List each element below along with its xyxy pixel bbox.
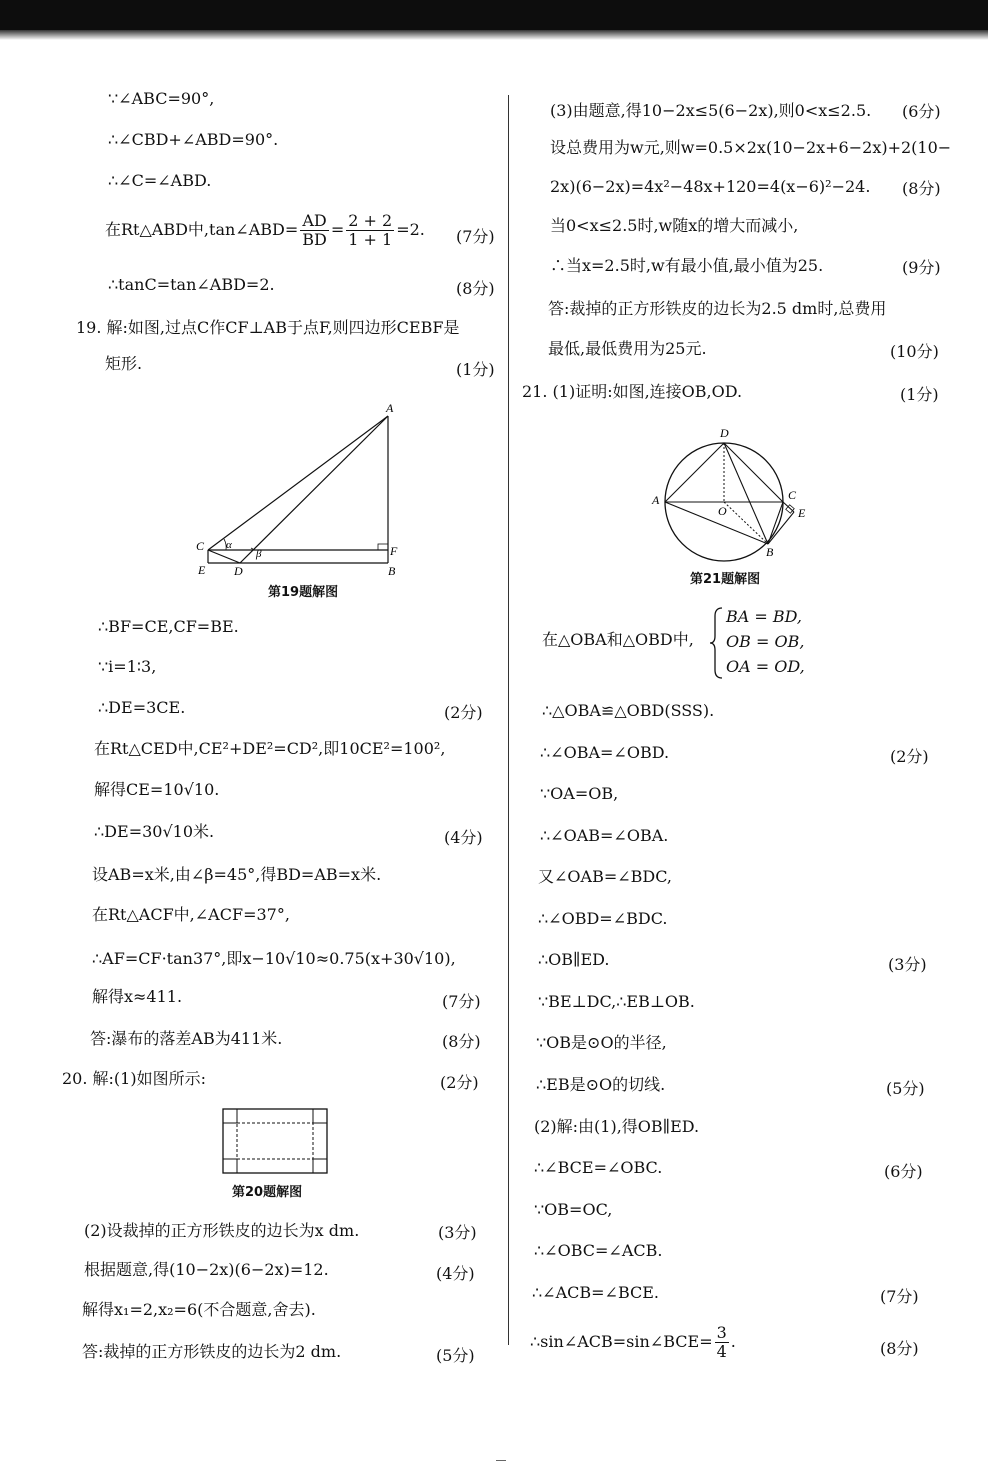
text: = <box>330 220 345 239</box>
right-line: 2x)(6−2x)=4x²−48x+120=4(x−6)²−24. <box>550 177 871 196</box>
left-line: ∴DE=30√10米. <box>94 822 215 841</box>
score-mark: (6分) <box>902 102 941 121</box>
right-line: 最低,最低费用为25元. <box>548 339 707 358</box>
right-line: 在△OBA和△OBD中, <box>542 630 694 649</box>
score-mark: (2分) <box>444 703 483 722</box>
brace-icon <box>708 606 724 680</box>
right-line-fraction <box>530 1324 736 1361</box>
score-mark: (3分) <box>438 1223 477 1242</box>
score-mark: (5分) <box>886 1079 925 1098</box>
left-line: 解得x₁=2,x₂=6(不合题意,舍去). <box>82 1300 316 1319</box>
label-B: B <box>766 545 774 559</box>
scan-top-shadow <box>0 30 988 40</box>
text: . <box>730 1332 736 1351</box>
left-line: ∴DE=3CE. <box>98 698 186 717</box>
right-line: ∵OB是⊙O的半径, <box>536 1033 667 1052</box>
score-mark: (5分) <box>436 1346 475 1365</box>
equation-system <box>708 604 828 682</box>
score-mark: (7分) <box>880 1287 919 1306</box>
score-mark: (6分) <box>884 1162 923 1181</box>
system-line: OB = OB, <box>726 632 805 651</box>
left-line-fraction <box>105 212 425 249</box>
right-line: ∴∠OAB=∠OBA. <box>540 826 669 845</box>
left-line: 答:裁掉的正方形铁皮的边长为2 dm. <box>82 1342 342 1361</box>
text: 在Rt△ABD中,tan∠ABD= <box>105 220 299 239</box>
numerator: 3 <box>716 1323 727 1342</box>
system-line: OA = OD, <box>726 657 805 676</box>
numerator: 2 + 2 <box>348 211 393 230</box>
label-A: A <box>386 401 394 415</box>
left-line: 解得x≈411. <box>92 987 183 1006</box>
right-line: ∴∠BCE=∠OBC. <box>534 1158 663 1177</box>
score-mark: (1分) <box>900 385 939 404</box>
denominator: 4 <box>716 1342 727 1361</box>
score-mark: (8分) <box>880 1339 919 1358</box>
figure-21-diagram <box>648 420 818 565</box>
score-mark: (4分) <box>436 1264 475 1283</box>
right-line: (3)由题意,得10−2x≤5(6−2x),则0<x≤2.5. <box>550 101 872 120</box>
right-line: 又∠OAB=∠BDC, <box>538 867 672 886</box>
text: =2. <box>396 220 425 239</box>
denominator: 1 + 1 <box>348 230 393 249</box>
left-line: ∴∠CBD+∠ABD=90°. <box>108 130 279 149</box>
text: ∴sin∠ACB=sin∠BCE= <box>530 1332 713 1351</box>
left-line: ∴tanC=tan∠ABD=2. <box>108 275 275 294</box>
label-D: D <box>234 564 243 578</box>
right-line: ∴EB是⊙O的切线. <box>536 1075 666 1094</box>
score-mark: (9分) <box>902 258 941 277</box>
label-E: E <box>798 506 806 520</box>
denominator: BD <box>302 230 327 249</box>
score-mark: (2分) <box>890 747 929 766</box>
question-20-title: 20. 解:(1)如图所示: <box>62 1069 206 1088</box>
left-line: ∴∠C=∠ABD. <box>108 171 212 190</box>
score-mark: (1分) <box>456 360 495 379</box>
score-mark: (8分) <box>456 279 495 298</box>
figure-20-diagram <box>222 1108 330 1176</box>
right-line: ∴OB∥ED. <box>538 950 610 969</box>
label-beta: β <box>256 548 262 560</box>
right-line: ∴△OBA≌△OBD(SSS). <box>542 701 715 720</box>
label-C: C <box>196 539 205 553</box>
left-line: 设AB=x米,由∠β=45°,得BD=AB=x米. <box>92 865 382 884</box>
score-mark: (7分) <box>456 227 495 246</box>
label-D: D <box>720 426 729 440</box>
score-mark: (8分) <box>902 179 941 198</box>
label-E: E <box>198 563 206 577</box>
left-line: ∴AF=CF·tan37°,即x−10√10≈0.75(x+30√10), <box>92 949 456 968</box>
question-21-title: 21. (1)证明:如图,连接OB,OD. <box>522 382 743 401</box>
score-mark: (8分) <box>442 1032 481 1051</box>
left-line: 矩形. <box>105 354 143 373</box>
label-O: O <box>718 504 727 518</box>
fraction <box>346 212 394 249</box>
left-line: ∴BF=CE,CF=BE. <box>98 617 239 636</box>
label-F: F <box>390 544 398 558</box>
right-line: 答:裁掉的正方形铁皮的边长为2.5 dm时,总费用 <box>548 299 887 318</box>
right-line: 设总费用为w元,则w=0.5×2x(10−2x+6−2x)+2(10− <box>550 138 952 157</box>
column-divider <box>508 95 509 1345</box>
fraction <box>715 1324 729 1361</box>
fraction <box>300 212 329 249</box>
figure-20-caption: 第20题解图 <box>232 1185 303 1200</box>
right-line: ∵OB=OC, <box>534 1200 613 1219</box>
label-C: C <box>788 488 797 502</box>
label-A: A <box>652 493 660 507</box>
right-line: ∵OA=OB, <box>540 784 619 803</box>
right-line: ∴当x=2.5时,w有最小值,最小值为25. <box>550 256 824 275</box>
right-line: ∵BE⊥DC,∴EB⊥OB. <box>538 992 695 1011</box>
left-line: 解得CE=10√10. <box>94 780 220 799</box>
right-line: ∴∠ACB=∠BCE. <box>532 1283 660 1302</box>
brace-lines <box>726 604 805 679</box>
label-B: B <box>388 564 396 578</box>
left-line: 答:瀑布的落差AB为411米. <box>90 1029 283 1048</box>
numerator: AD <box>300 212 329 231</box>
system-line: BA = BD, <box>726 607 802 626</box>
right-line: ∴∠OBD=∠BDC. <box>538 909 668 928</box>
left-line: 在Rt△CED中,CE²+DE²=CD²,即10CE²=100², <box>94 739 446 758</box>
figure-19-diagram <box>190 400 420 580</box>
score-mark: (2分) <box>440 1073 479 1092</box>
page-footer-mark <box>496 1460 506 1461</box>
question-19-title: 19. 解:如图,过点C作CF⊥AB于点F,则四边形CEBF是 <box>76 318 460 337</box>
figure-19-caption: 第19题解图 <box>268 585 339 600</box>
score-mark: (4分) <box>444 828 483 847</box>
figure-21-caption: 第21题解图 <box>690 572 761 587</box>
label-alpha: α <box>226 539 232 551</box>
right-line: (2)解:由(1),得OB∥ED. <box>534 1117 700 1136</box>
score-mark: (7分) <box>442 992 481 1011</box>
score-mark: (3分) <box>888 955 927 974</box>
left-line: 根据题意,得(10−2x)(6−2x)=12. <box>84 1260 329 1279</box>
left-line: ∵∠ABC=90°, <box>108 89 215 108</box>
left-line: (2)设裁掉的正方形铁皮的边长为x dm. <box>84 1221 360 1240</box>
left-line: ∵i=1∶3, <box>98 657 157 676</box>
right-line: 当0<x≤2.5时,w随x的增大而减小, <box>550 216 799 235</box>
left-line: 在Rt△ACF中,∠ACF=37°, <box>92 905 290 924</box>
right-line: ∴∠OBA=∠OBD. <box>540 743 670 762</box>
score-mark: (10分) <box>890 342 939 361</box>
right-line: ∴∠OBC=∠ACB. <box>534 1241 663 1260</box>
